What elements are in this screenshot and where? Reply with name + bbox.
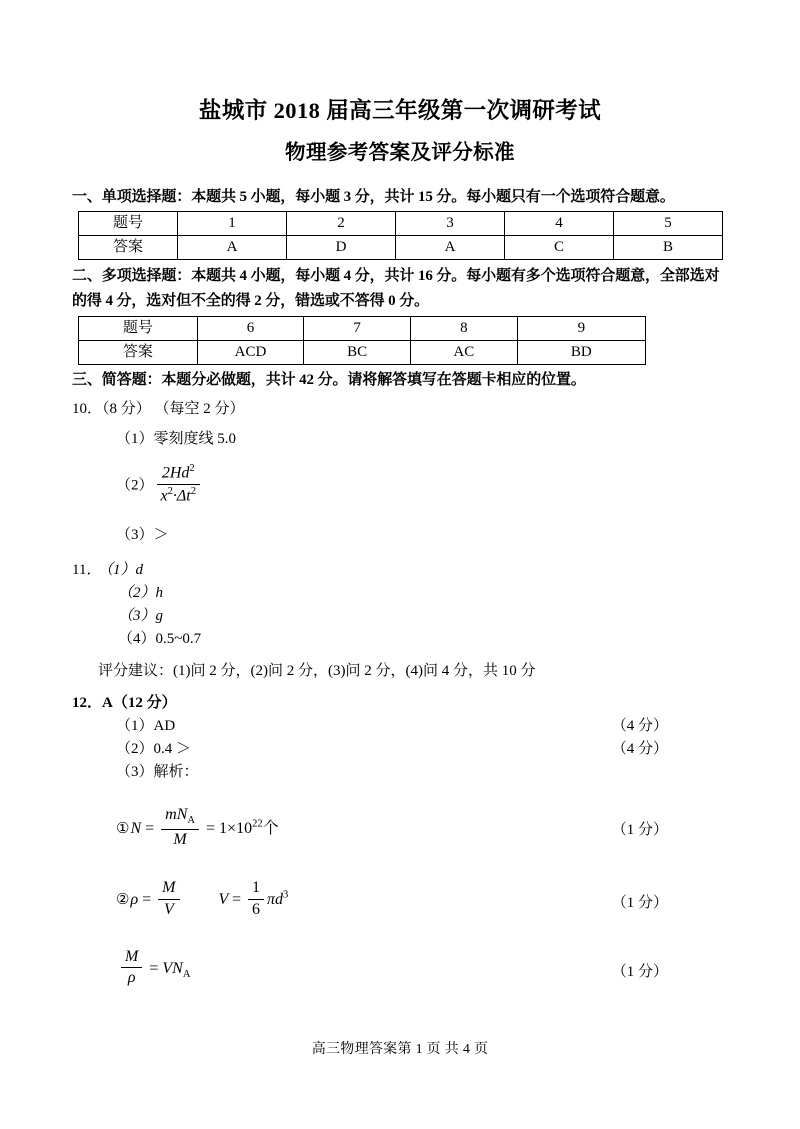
- item-12-part-3-label: （3）解析：: [116, 763, 199, 780]
- item-12-formula-3-score: （1 分）: [611, 963, 668, 980]
- question-no-cell: 7: [304, 316, 411, 340]
- single-choice-answer-table: [78, 211, 723, 260]
- answer-cell: A: [396, 236, 505, 260]
- item-10-part-2-label: （2）: [116, 477, 154, 494]
- row-header-answer: 答案: [79, 340, 198, 364]
- section-1-heading: 一、单项选择题：本题共 5 小题，每小题 3 分，共计 15 分。每小题只有一个选项符合题意。: [72, 188, 675, 205]
- item-12-header: 12．A（12 分）: [72, 695, 177, 712]
- answer-cell: BD: [517, 340, 645, 364]
- row-header-question-no: 题号: [79, 316, 198, 340]
- item-11-number: 11．: [72, 562, 102, 579]
- item-12-part-1-score: （4 分）: [611, 717, 668, 734]
- question-no-cell: 8: [411, 316, 518, 340]
- fraction-denominator: ρ: [127, 969, 136, 987]
- question-no-cell: 9: [517, 316, 645, 340]
- multi-choice-answer-table: [78, 316, 646, 365]
- answer-cell: AC: [411, 340, 518, 364]
- item-11-part-1: （1）d: [98, 562, 144, 579]
- item-11-header: [72, 559, 728, 582]
- question-no-cell: 2: [287, 212, 396, 236]
- document-body: [0, 186, 800, 990]
- answer-cell: BC: [304, 340, 411, 364]
- question-no-cell: 6: [197, 316, 304, 340]
- question-no-cell: 1: [178, 212, 287, 236]
- fraction-numerator: 2Hd$^2$: [157, 463, 201, 485]
- table-row: [79, 316, 646, 340]
- item-11-part-4: （4）0.5~0.7: [118, 630, 202, 647]
- question-no-cell: 3: [396, 212, 505, 236]
- item-12-part-1: （1）AD （4 分）: [72, 715, 728, 738]
- row-header-answer: 答案: [79, 236, 178, 260]
- item-10-part-1: （1）零刻度线 5.0: [116, 431, 237, 448]
- table-row: [79, 340, 646, 364]
- answer-cell: B: [614, 236, 723, 260]
- section-2-heading: 二、多项选择题：本题共 4 小题，每小题 4 分，共计 16 分。每小题有多个选项符合题意，全部选对的得 4 分，选对但不全的得 2 分，错选或不答得 0 分。: [72, 268, 720, 309]
- item-12-part-2: （2）0.4 ＞ （4 分）: [72, 738, 728, 761]
- item-11-part-3: （3）g: [118, 607, 164, 624]
- answer-cell: C: [505, 236, 614, 260]
- fraction-denominator: $x^2\cdot\Delta t^2$: [160, 486, 197, 505]
- fraction-denominator: V: [163, 900, 174, 918]
- table-row: [79, 236, 723, 260]
- page-footer: 高三物理答案第 1 页 共 4 页: [311, 1042, 489, 1057]
- question-no-cell: 4: [505, 212, 614, 236]
- fraction-denominator: M: [173, 830, 187, 848]
- fraction-numerator: 1: [248, 879, 264, 900]
- item-10-fraction: [154, 462, 204, 505]
- item-10-part-2: [72, 464, 728, 507]
- item-12-formula-2: ②ρ = $\frac{M}{V}$ V = $\frac{1}{6}$ $\pi d^3$ （1 分）: [116, 878, 668, 918]
- item-11-grading-note: 评分建议：(1)问 2 分，(2)问 2 分，(3)问 2 分，(4)问 4 分，共 10 分: [98, 663, 536, 680]
- question-no-cell: 5: [614, 212, 723, 236]
- fraction-numerator: $mN_A$: [161, 806, 199, 830]
- answer-cell: D: [287, 236, 396, 260]
- item-12-formula-3: $\frac{M}{\rho}$ = $VN_A$ （1 分）: [72, 949, 728, 990]
- item-11-part-2: （2）h: [118, 584, 164, 601]
- item-12-formula-2-score: （1 分）: [611, 894, 668, 911]
- fraction-numerator: M: [121, 948, 142, 969]
- page-title: 盐城市 2018 届高三年级第一次调研考试: [198, 98, 602, 123]
- row-header-question-no: 题号: [79, 212, 178, 236]
- fraction-denominator: 6: [252, 900, 261, 918]
- formula-marker-2: ②: [116, 891, 130, 908]
- section-3-heading: 三、简答题：本题分必做题，共计 42 分。请将解答填写在答题卡相应的位置。: [72, 371, 586, 388]
- page-subtitle: 物理参考答案及评分标准: [285, 142, 515, 165]
- table-row: [79, 212, 723, 236]
- answer-cell: ACD: [197, 340, 304, 364]
- item-12-formula-1-score: （1 分）: [611, 822, 668, 839]
- formula-marker-1: ①: [116, 820, 130, 837]
- item-10-part-3: （3）＞: [116, 527, 169, 544]
- fraction-numerator: M: [158, 879, 179, 900]
- item-12-part-2-score: （4 分）: [611, 740, 668, 757]
- item-10-header: 10．（8 分） （每空 2 分）: [72, 401, 245, 418]
- answer-cell: A: [178, 236, 287, 260]
- item-12-formula-1: ①N = $\frac{mN_A}{M}$ = $1\times 10^{22}$个 （1 分）: [116, 806, 668, 848]
